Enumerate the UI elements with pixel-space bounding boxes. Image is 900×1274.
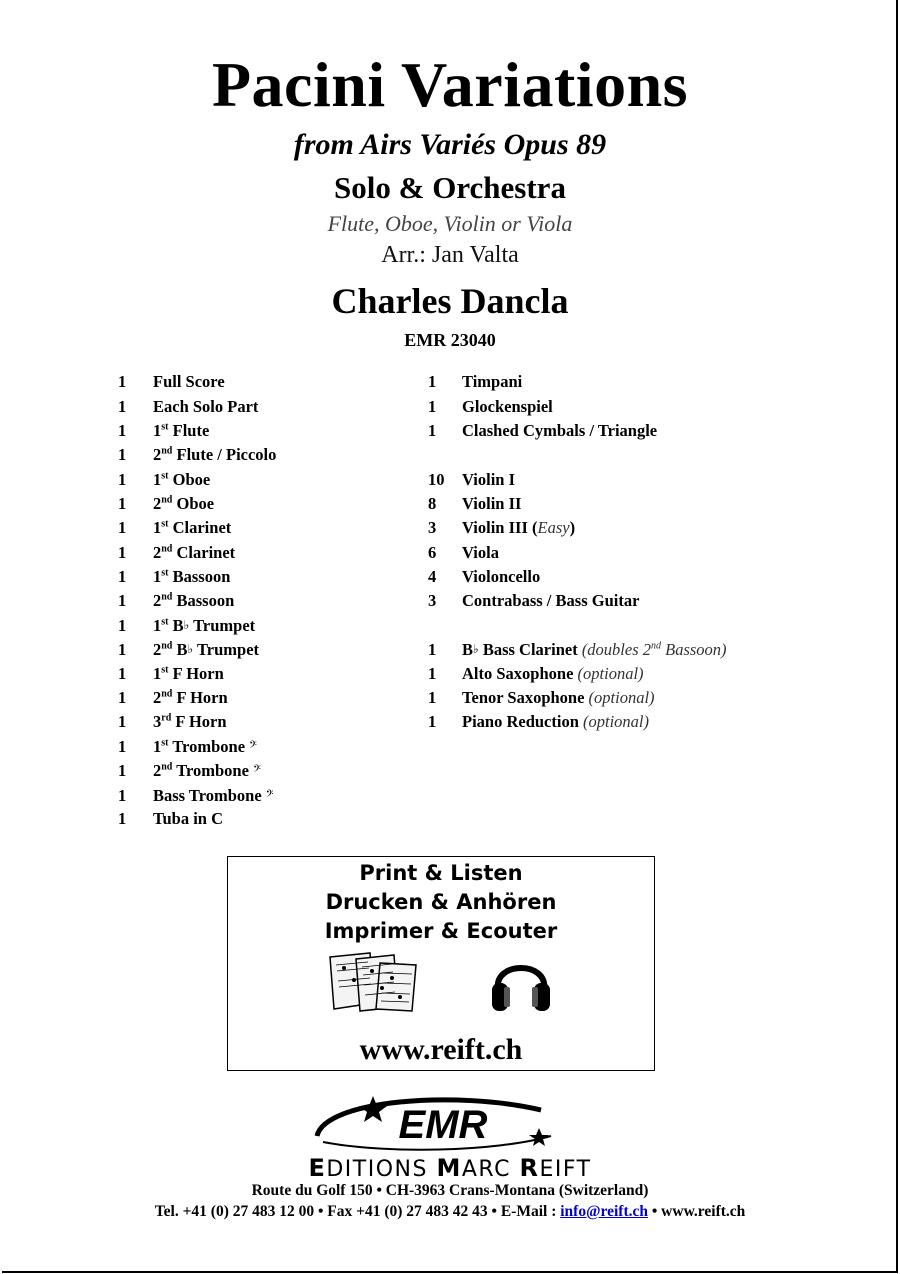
bass-clef-icon: 𝄢 bbox=[265, 788, 274, 802]
flat-icon: ♭ bbox=[473, 642, 479, 656]
part-ordinal: 1 bbox=[153, 616, 162, 635]
catalog-number: EMR 23040 bbox=[404, 330, 496, 350]
part-label: Alto Saxophone bbox=[462, 664, 574, 683]
part-note: (optional) bbox=[583, 712, 650, 731]
publisher-address: Route du Golf 150 • CH-3963 Crans-Montana (Switzerland) bbox=[251, 1182, 649, 1199]
part-label: Bass Clarinet bbox=[482, 640, 578, 659]
promo-url[interactable]: www.reift.ch bbox=[359, 1033, 523, 1066]
part-ordinal: 1 bbox=[153, 567, 162, 586]
part-label: Clarinet bbox=[176, 543, 236, 562]
part-quantity: 1 bbox=[118, 809, 127, 828]
part-quantity: 1 bbox=[118, 761, 127, 780]
publisher-contact bbox=[0, 1203, 900, 1221]
part-ordinal: 2 bbox=[153, 494, 162, 513]
part-label: Each Solo Part bbox=[153, 397, 259, 416]
part-quantity: 1 bbox=[118, 591, 127, 610]
part-name bbox=[153, 397, 258, 417]
part-label: Clashed Cymbals / Triangle bbox=[462, 421, 658, 440]
part-label: Oboe bbox=[172, 470, 211, 489]
key-letter: B bbox=[172, 616, 184, 635]
part-label: F Horn bbox=[175, 712, 227, 731]
composer: Charles Dancla bbox=[331, 281, 569, 321]
part-quantity: 1 bbox=[118, 470, 127, 489]
part-note: (doubles 2 bbox=[581, 640, 652, 659]
part-ordinal: 2 bbox=[153, 761, 162, 780]
website-text: • www.reift.ch bbox=[648, 1203, 746, 1220]
part-quantity: 1 bbox=[428, 688, 437, 707]
part-quantity: 1 bbox=[118, 567, 127, 586]
part-quantity: 1 bbox=[428, 664, 437, 683]
part-label: Trombone bbox=[176, 761, 249, 780]
bass-clef-icon: 𝄢 bbox=[249, 739, 257, 753]
part-label: Glockenspiel bbox=[462, 397, 553, 416]
part-label: F Horn bbox=[176, 688, 228, 707]
part-ordinal: 2 bbox=[153, 445, 162, 464]
ordinal-suffix: st bbox=[161, 470, 169, 482]
part-label: Flute bbox=[172, 421, 210, 440]
headphones-icon bbox=[490, 949, 552, 1015]
part-quantity: 1 bbox=[428, 712, 437, 731]
part-quantity: 1 bbox=[118, 543, 127, 562]
part-label: Violin I bbox=[462, 470, 516, 489]
logo-text: EMR bbox=[398, 1103, 488, 1147]
part-name bbox=[153, 543, 235, 563]
piece-subtitle: from Airs Variés Opus 89 bbox=[293, 128, 607, 161]
part-name bbox=[153, 470, 210, 490]
ordinal-suffix: nd bbox=[161, 591, 173, 603]
part-label: Bassoon bbox=[176, 591, 235, 610]
part-label: Violin II bbox=[462, 494, 522, 513]
ordinal-suffix: nd bbox=[161, 688, 173, 700]
part-label: Bassoon bbox=[172, 567, 231, 586]
part-ordinal: 2 bbox=[153, 591, 162, 610]
part-name bbox=[153, 616, 255, 636]
part-label: Viola bbox=[462, 543, 499, 562]
part-quantity: 1 bbox=[118, 664, 127, 683]
part-ordinal: 2 bbox=[153, 688, 162, 707]
part-name bbox=[462, 543, 499, 563]
part-quantity: 6 bbox=[428, 543, 437, 562]
part-name bbox=[153, 712, 227, 732]
part-label: Trumpet bbox=[197, 640, 260, 659]
part-name bbox=[153, 664, 224, 684]
part-ordinal: 1 bbox=[153, 518, 162, 537]
part-quantity: 8 bbox=[428, 494, 437, 513]
part-quantity: 1 bbox=[118, 494, 127, 513]
ordinal-suffix: nd bbox=[161, 543, 173, 555]
ordinal-suffix: st bbox=[161, 518, 169, 530]
part-name bbox=[462, 494, 521, 514]
promo-line-en: Print & Listen bbox=[359, 861, 523, 885]
ordinal-suffix: nd bbox=[161, 761, 173, 773]
ordinal-suffix: nd bbox=[161, 494, 173, 506]
part-quantity: 10 bbox=[428, 470, 445, 489]
ordinal-suffix: st bbox=[161, 737, 169, 749]
promo-line-de: Drucken & Anhören bbox=[325, 890, 557, 914]
ordinal-suffix: nd bbox=[161, 640, 173, 652]
part-name bbox=[462, 664, 644, 684]
part-name bbox=[153, 518, 231, 538]
publisher-name: EDITIONS MARC REIFT bbox=[308, 1154, 592, 1182]
part-name bbox=[153, 372, 225, 392]
part-quantity: 1 bbox=[118, 445, 127, 464]
flat-icon: ♭ bbox=[183, 618, 190, 632]
part-name bbox=[462, 421, 657, 441]
part-quantity: 1 bbox=[118, 737, 127, 756]
part-label: Trombone bbox=[172, 737, 246, 756]
part-quantity: 4 bbox=[428, 567, 437, 586]
part-quantity: 1 bbox=[118, 688, 127, 707]
part-label: Clarinet bbox=[172, 518, 232, 537]
email-link[interactable]: info@reift.ch bbox=[560, 1203, 648, 1220]
part-name bbox=[153, 591, 234, 611]
arranger: Arr.: Jan Valta bbox=[381, 242, 519, 268]
part-name bbox=[153, 640, 259, 660]
part-note: Easy bbox=[537, 518, 570, 537]
part-quantity: 1 bbox=[428, 640, 437, 659]
part-name bbox=[462, 688, 655, 708]
part-note: (optional) bbox=[577, 664, 644, 683]
ensemble-label: Solo & Orchestra bbox=[334, 170, 566, 205]
key-letter: B bbox=[462, 640, 474, 659]
part-name bbox=[153, 809, 223, 829]
ordinal-suffix: st bbox=[161, 567, 169, 579]
ordinal-suffix: rd bbox=[161, 712, 172, 724]
part-ordinal: 1 bbox=[153, 737, 162, 756]
part-quantity: 1 bbox=[428, 372, 437, 391]
part-ordinal: 3 bbox=[153, 712, 162, 731]
part-ordinal: 2 bbox=[153, 640, 162, 659]
part-quantity: 1 bbox=[118, 421, 127, 440]
part-label: Oboe bbox=[176, 494, 215, 513]
ordinal-suffix: st bbox=[161, 616, 169, 628]
part-label: Piano Reduction bbox=[462, 712, 579, 731]
piece-title: Pacini Variations bbox=[211, 49, 689, 120]
ordinal-suffix: st bbox=[161, 421, 169, 433]
part-label: F Horn bbox=[172, 664, 224, 683]
part-name bbox=[153, 786, 274, 806]
ordinal-suffix: st bbox=[161, 664, 169, 676]
promo-line-fr: Imprimer & Ecouter bbox=[324, 919, 558, 943]
part-name bbox=[153, 761, 261, 781]
part-name: Violin III (Easy) bbox=[462, 518, 576, 537]
part-quantity: 3 bbox=[428, 591, 437, 610]
part-name bbox=[462, 712, 649, 732]
part-ordinal: 1 bbox=[153, 664, 162, 683]
part-quantity: 1 bbox=[118, 712, 127, 731]
part-label: Trumpet bbox=[193, 616, 256, 635]
part-ordinal: 1 bbox=[153, 421, 162, 440]
part-label: Full Score bbox=[153, 372, 225, 391]
part-label: Bass Trombone bbox=[153, 786, 262, 805]
part-name bbox=[462, 372, 522, 392]
part-name bbox=[462, 591, 639, 611]
key-letter: B bbox=[176, 640, 188, 659]
part-name bbox=[462, 470, 515, 490]
part-name bbox=[153, 445, 276, 465]
part-note: Bassoon) bbox=[661, 640, 727, 659]
part-quantity: 1 bbox=[428, 397, 437, 416]
part-name bbox=[462, 640, 727, 660]
print-listen-box bbox=[227, 856, 655, 1071]
part-label: Contrabass / Bass Guitar bbox=[462, 591, 640, 610]
part-quantity: 3 bbox=[428, 518, 437, 537]
part-name bbox=[153, 688, 228, 708]
part-quantity: 1 bbox=[118, 616, 127, 635]
phone-fax-text: Tel. +41 (0) 27 483 12 00 • Fax +41 (0) 27 483 42 43 • E-Mail : bbox=[154, 1203, 561, 1220]
bass-clef-icon: 𝄢 bbox=[253, 763, 261, 777]
part-ordinal: 1 bbox=[153, 470, 162, 489]
sheet-music-icon bbox=[326, 951, 422, 1013]
part-quantity: 1 bbox=[118, 397, 127, 416]
part-label: Violin III bbox=[462, 518, 528, 537]
ordinal-suffix: nd bbox=[651, 640, 662, 652]
part-label: Tuba in C bbox=[153, 809, 224, 828]
emr-logo-icon bbox=[305, 1092, 565, 1154]
part-name bbox=[462, 567, 540, 587]
part-label: Tenor Saxophone bbox=[462, 688, 585, 707]
part-name bbox=[153, 737, 257, 757]
part-note: (optional) bbox=[588, 688, 655, 707]
solo-instruments: Flute, Oboe, Violin or Viola bbox=[327, 211, 573, 236]
ordinal-suffix: nd bbox=[161, 445, 173, 457]
part-quantity: 1 bbox=[118, 786, 127, 805]
part-quantity: 1 bbox=[118, 372, 127, 391]
part-quantity: 1 bbox=[118, 640, 127, 659]
flat-icon: ♭ bbox=[187, 642, 194, 656]
part-name bbox=[153, 494, 214, 514]
part-label: Violoncello bbox=[462, 567, 541, 586]
part-label: Timpani bbox=[462, 372, 523, 391]
part-name bbox=[462, 397, 553, 417]
part-label: Flute / Piccolo bbox=[176, 445, 277, 464]
part-name bbox=[153, 421, 209, 441]
part-ordinal: 2 bbox=[153, 543, 162, 562]
part-quantity: 1 bbox=[118, 518, 127, 537]
part-name bbox=[153, 567, 230, 587]
part-quantity: 1 bbox=[428, 421, 437, 440]
